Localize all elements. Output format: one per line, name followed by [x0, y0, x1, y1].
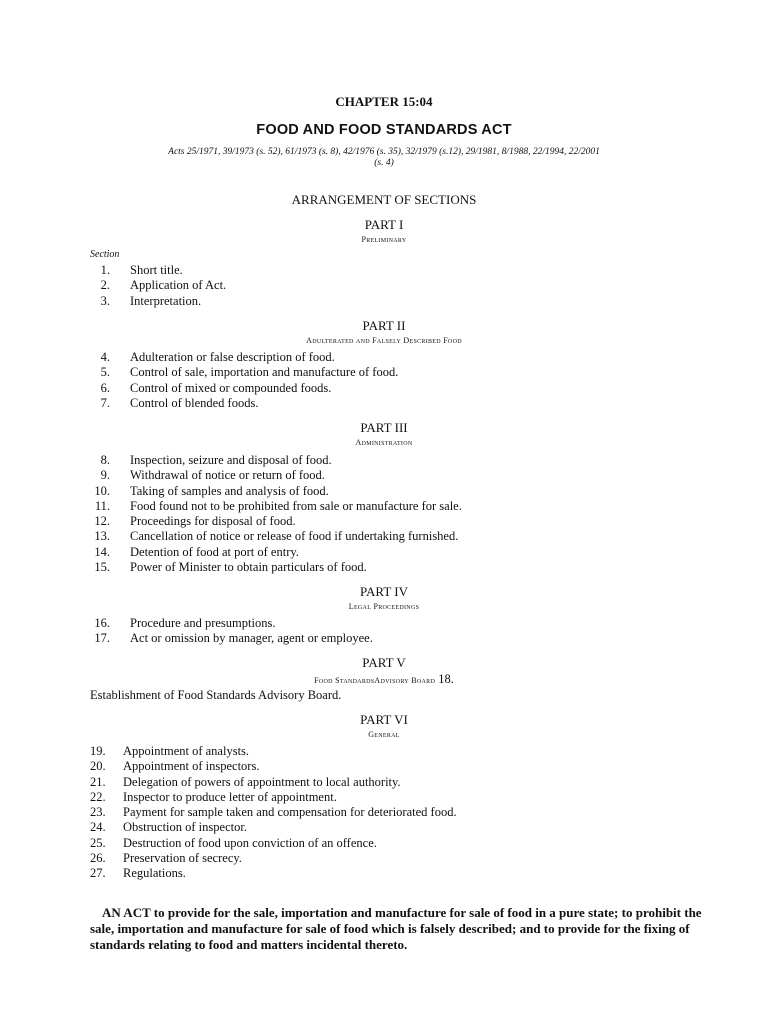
amending-acts-line-1: Acts 25/1971, 39/1973 (s. 52), 61/1973 (s. 8), 42/1976 (s. 35), 32/1979 (s.12), 29/1981, 8/1988, 22/1994, 22/2001: [168, 147, 600, 157]
part-6-title: PART VI: [360, 712, 408, 727]
part-5-section-number: 18.: [438, 672, 454, 686]
part-5-subtitle: Food StandardsAdvisory Board: [314, 676, 436, 685]
act-preamble: AN ACT to provide for the sale, importation and manufacture for sale of food in a pure state; to prohibit the sale, importation and manufacture for sale of food which is falsely described; and to provide for the fixing of standards relating to food and matters incidental thereto.: [90, 905, 702, 952]
part-2-title: PART II: [362, 318, 406, 333]
part-3-title: PART III: [360, 420, 408, 435]
part-4-title: PART IV: [360, 584, 408, 599]
amending-acts-line-2: (s. 4): [374, 158, 394, 168]
chapter-heading: CHAPTER 15:04: [335, 94, 433, 109]
part-6-subtitle: General: [368, 730, 400, 739]
amending-acts: [0, 147, 768, 169]
part-5-section-text[interactable]: Establishment of Food Standards Advisory Board.: [90, 688, 342, 702]
part-2-subtitle: Adulterated and Falsely Described Food: [306, 336, 462, 345]
part-4-subtitle: Legal Proceedings: [348, 602, 420, 611]
part-5-title: PART V: [362, 655, 406, 670]
part-3-subtitle: Administration: [355, 438, 413, 447]
part-1-subtitle: Preliminary: [361, 235, 407, 244]
section-column-label: Section: [90, 249, 120, 260]
act-title: FOOD AND FOOD STANDARDS ACT: [256, 122, 512, 138]
part-5-subtitle-line: [0, 672, 768, 687]
document-page: CHAPTER 15:04 FOOD AND FOOD STANDARDS ACT Acts 25/1971, 39/1973 (s. 52), 61/1973 (s. 8), 42/1976 (s. 35), 32/1979 (s.12), 29/1981, 8/1988, 22/1994, 22/2001 (s. 4) ARRANGEMENT OF SECTIONS PART I Preliminary Section 1. Short title. 2. Application of Act. 3. Interpretation. PART II Adulterated and Falsely Described Food 4. Adulteration or false description of food. 5. Control of sale, importation and manufacture of food. 6. Control of mixed or compounded foods. 7. Control of blended foods. PART III Administration 8. Inspection, seizure and disposal of food. 9. Withdrawal of notice or return of food. 10. Taking of samples and analysis of food. 11. Food found not to be prohibited from sale or manufacture for sale. 12. Proceedings for disposal of food. 13. Cancellation of notice or release of food if undertaking furnished. 14. Detention of food at port of entry. 15. Power of Minister to obtain particulars of food. PART IV Legal Proceedings 16. Procedure and presumptions. 17. Act or omission by manager, agent or employee. PART V Food StandardsAdvisory Board 18. Establishment of Food Standards Advisory Board. PART VI General 19. Appointment of analysts. 20. Appointment of inspectors. 21. Delegation of powers of appointment to local authority. 22. Inspector to produce letter of appointment. 23. Payment for sample taken and compensation for deteriorated food. 24. Obstruction of inspector. 25. Destruction of food upon conviction of an offence. 26. Preservation of secrecy. 27. Regulations. AN ACT to provide for the sale, importation and manufacture for sale of food in a pure state; to prohibit the sale, importation and manufacture for sale of food which is falsely described; and to provide for the fixing of standards relating to food and matters incidental thereto.: [0, 0, 768, 1024]
part-1-title: PART I: [364, 217, 404, 232]
arrangement-heading: ARRANGEMENT OF SECTIONS: [291, 192, 477, 207]
